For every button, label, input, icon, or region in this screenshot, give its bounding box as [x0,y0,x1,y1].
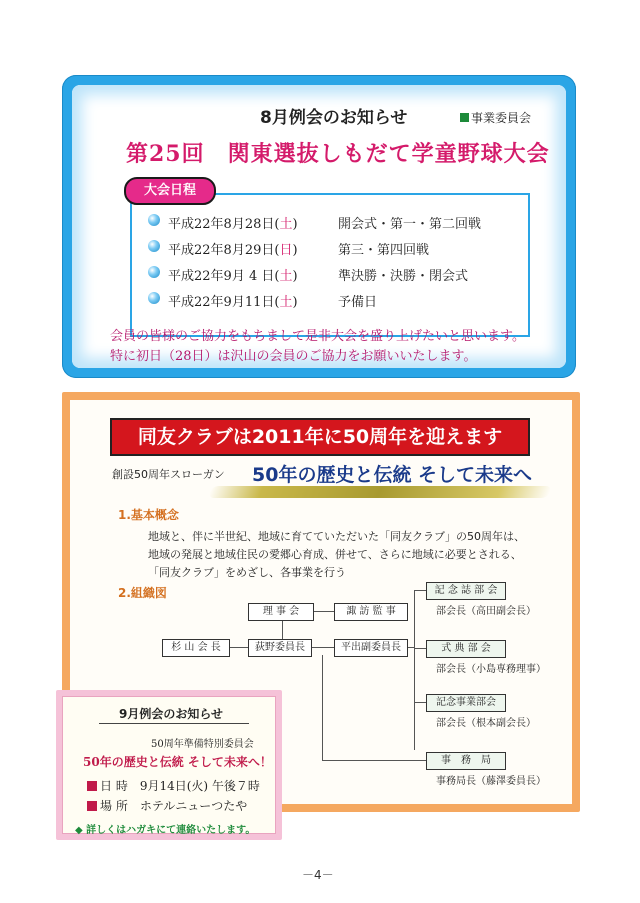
place-label: 場 所 [100,799,128,813]
august-dept [460,109,531,126]
org-board-box: 理 事 会 [248,603,314,621]
schedule-date: 平成22年9月 4 日 [168,269,275,284]
org-line [310,647,334,648]
square-icon [87,801,97,811]
schedule-date: 平成22年8月28日 [168,217,275,232]
org-line [414,702,426,703]
august-note-1: 会員の皆様のご協力をもちまして是非大会を盛り上げたいと思います。 [110,329,525,344]
org-chair-box: 杉 山 会 長 [162,639,230,657]
schedule-date: 平成22年8月29日 [168,243,275,258]
bullet-icon [148,266,160,278]
concept-text [148,528,548,582]
section-heading-org: 2.組織図 [118,586,167,600]
schedule-date: 平成22年9月11日 [168,295,275,310]
august-note-2: 特に初日（28日）は沢山の会員のご協力をお願いいたします。 [110,349,477,364]
page-number: －4－ [302,868,334,882]
org-line [414,648,426,649]
schedule-row: 平成22年9月 4 日(土) 準決勝・決勝・閉会式 [168,265,468,284]
schedule-row: 平成22年8月29日(日) 第三・第四回戦 [168,239,429,258]
concept-line: 「同友クラブ」をめざし、各事業を行う [148,566,346,579]
september-place [87,797,247,814]
august-notice-inner [72,85,566,368]
september-slogan: 50年の歴史と伝統 そして未来へ！ [83,755,272,769]
square-icon [460,113,469,122]
org-div-ceremony: 式 典 部 会 [426,640,506,658]
section-heading-concept: 1.基本概念 [118,508,179,522]
date-value: 9月14日(火) 午後７時 [139,779,260,793]
org-div-head: 部会長（高田副会長） [436,606,536,617]
org-div-memorial-project: 記念事業部会 [426,694,506,712]
concept-line: 地域の発展と地域住民の愛郷心育成、併せて、さらに地域に必要とされる、 [148,548,522,561]
brush-stroke [208,486,552,498]
org-committee-chair-box: 荻野委員長 [248,639,312,657]
org-line [282,619,283,639]
slogan-label: 創設50周年スローガン [112,468,225,481]
bullet-icon [148,214,160,226]
schedule-weekday: 土 [279,269,293,284]
anniversary-banner: 同友クラブは2011年に50周年を迎えます [110,418,530,456]
schedule-weekday: 日 [279,243,293,258]
title-underline [99,723,249,724]
bullet-icon [148,292,160,304]
org-line [414,590,415,750]
org-line [312,611,334,612]
schedule-event: 予備日 [338,295,378,310]
place-value: ホテルニューつたや [139,799,248,813]
september-notice-title: 9月例会のお知らせ [119,707,223,721]
org-div-head: 事務局長（藤澤委員長） [436,776,546,787]
slogan-text: 50年の歴史と伝統 そして未来へ [252,464,533,486]
schedule-event: 準決勝・決勝・閉会式 [338,269,469,284]
org-div-memorial-book: 記 念 誌 部 会 [426,582,506,600]
schedule-row: 平成22年8月28日(土) 開会式・第一・第二回戦 [168,213,481,232]
date-label: 日 時 [100,779,128,793]
tournament-headline: 第25回 関東選抜しもだて学童野球大会 [126,141,550,167]
square-icon [87,781,97,791]
org-div-secretariat: 事 務 局 [426,752,506,770]
bullet-icon [148,240,160,252]
schedule-weekday: 土 [279,217,293,232]
org-vice-chair-box: 平出副委員長 [334,639,408,657]
august-notice-title: 8月例会のお知らせ [260,108,408,128]
august-notice-panel [62,75,576,378]
dept-label: 事業委員会 [471,111,532,125]
september-org: 50周年準備特別委員会 [151,739,254,750]
org-div-head: 部会長（根本副会長） [436,718,536,729]
schedule-badge: 大会日程 [124,177,216,205]
schedule-event: 開会式・第一・第二回戦 [338,217,482,232]
schedule-weekday: 土 [279,295,293,310]
september-notice-panel [56,690,282,840]
schedule-event: 第三・第四回戦 [338,243,430,258]
september-notice-inner [62,696,276,834]
org-line [322,655,323,760]
september-date [87,777,260,794]
org-line [414,590,426,591]
schedule-row: 平成22年9月11日(土) 予備日 [168,291,377,310]
concept-line: 地域と、伴に半世紀、地域に育てていただいた「同友クラブ」の50周年は、 [148,530,525,543]
org-line [322,760,426,761]
september-details: ◆ 詳しくはハガキにて連絡いたします。 [75,825,256,836]
org-auditor-box: 諏 訪 監 事 [334,603,408,621]
org-div-head: 部会長（小島専務理事） [436,664,546,675]
